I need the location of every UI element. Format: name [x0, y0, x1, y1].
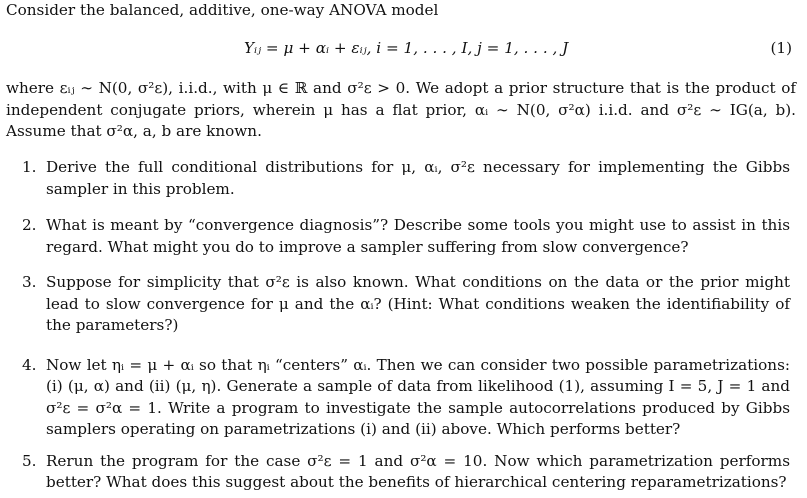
anova-equation-row [6, 38, 796, 62]
exercise-item [22, 215, 790, 258]
exercise-number: 2. [22, 216, 37, 234]
exercise-item [22, 272, 790, 337]
exercise-text: Derive the full conditional distributions for μ, αᵢ, σ²ε necessary for implementing the Gibbs sampler in this problem. [46, 158, 790, 198]
exercise-number: 4. [22, 355, 37, 374]
exercise-item [22, 451, 790, 494]
exercise-text: Suppose for simplicity that σ²ε is also known. What conditions on the data or the prior might lead to slow convergence for μ and the αᵢ? (Hint: What conditions weaken the identifiability of the parameters?) [46, 273, 790, 334]
exercise-number: 5. [22, 451, 37, 470]
exercise-text: Now let ηᵢ = μ + αᵢ so that ηᵢ “centers” αᵢ. Then we can consider two possible parametrizations: (i) (μ, α) and (ii) (μ, η). Generate a sample of data from likelihood (1), assuming I = 5, J = 1 and σ²ε = σ²α = 1. Write a program to investigate the sample autocorrelations produced by Gibbs samplers operating on parametrizations (i) and (ii) above. Which performs better? [46, 355, 790, 438]
exercise-number: 3. [22, 273, 37, 291]
exercise-text: Rerun the program for the case σ²ε = 1 and σ²α = 10. Now which parametrization performs better? What does this suggest about the benefits of hierarchical centering reparametrizations? [46, 451, 790, 491]
model-assumptions-paragraph: where εᵢⱼ ∼ N(0, σ²ε), i.i.d., with μ ∈ ℝ and σ²ε > 0. We adopt a prior structure that is the product of independent conjugate priors, wherein μ has a flat prior, αᵢ ∼ N(0, σ²α) i.i.d. and σ²ε ∼ IG(a, b). Assume that σ²α, a, b are known. [6, 79, 796, 140]
exercise-item [22, 157, 790, 200]
exercise-item [22, 355, 790, 441]
equation-number: (1) [770, 39, 792, 57]
exercise-list [22, 157, 790, 494]
exercise-text: What is meant by “convergence diagnosis”? Describe some tools you might use to assist in this regard. What might you do to improve a sampler suffering from slow convergence? [46, 216, 790, 256]
intro-sentence: Consider the balanced, additive, one-way ANOVA model [6, 1, 439, 19]
exercise-number: 1. [22, 158, 37, 176]
anova-equation: Yᵢⱼ = μ + αᵢ + εᵢⱼ, i = 1, . . . , I, j = 1, . . . , J [244, 39, 569, 57]
